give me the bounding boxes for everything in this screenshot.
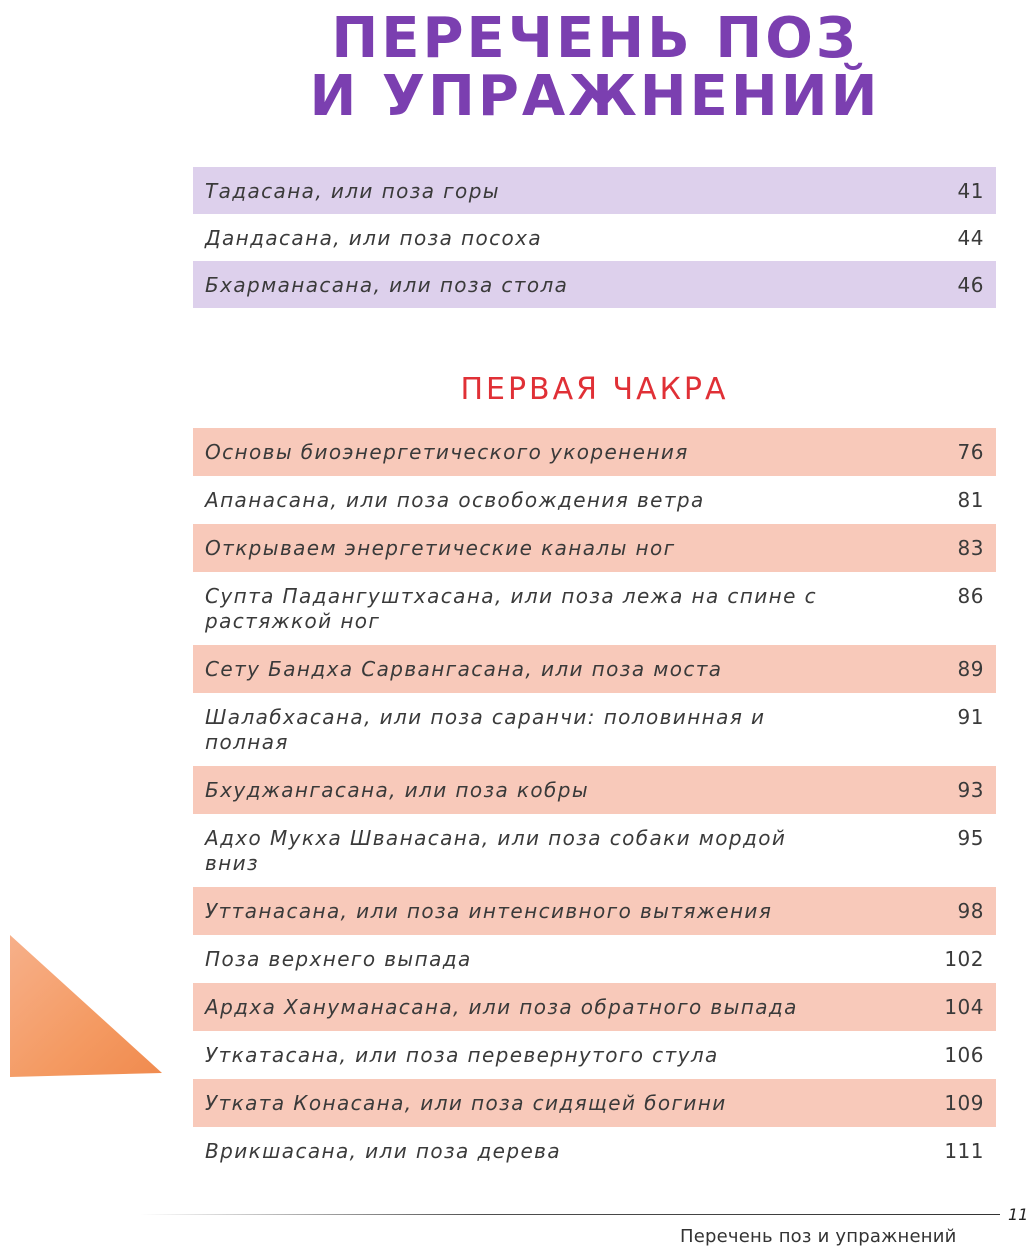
section-heading: ПЕРВАЯ ЧАКРА (460, 372, 729, 407)
page-number: 11 (1008, 1205, 1029, 1224)
toc-entry-page: 95 (957, 826, 984, 850)
toc-entry-page: 41 (957, 179, 984, 203)
toc-entry-page: 46 (957, 273, 984, 297)
toc-entry-title: Врикшасана, или поза дерева (205, 1139, 562, 1163)
toc-entry-title: Утката Конасана, или поза сидящей богини (205, 1091, 727, 1115)
toc-entry-title: Ардха Хануманасана, или поза обратного выпада (205, 995, 798, 1019)
toc-entry (193, 935, 996, 983)
toc-entry-title: Шалабхасана, или поза саранчи: половинная и полная (205, 705, 766, 754)
toc-entry-title: Поза верхнего выпада (205, 947, 472, 971)
toc-entry-page: 98 (957, 899, 984, 923)
toc-entry-title: Открываем энергетические каналы ног (205, 536, 676, 560)
toc-entry-page: 111 (944, 1139, 984, 1163)
section-toc (193, 428, 996, 1175)
decorative-triangle (10, 935, 162, 1077)
toc-entry-title: Супта Падангуштхасана, или поза лежа на спине с растяжкой ног (205, 584, 817, 633)
toc-entry (193, 261, 996, 308)
toc-entry-page: 89 (957, 657, 984, 681)
toc-entry-title: Уттанасана, или поза интенсивного вытяжения (205, 899, 773, 923)
toc-entry-page: 91 (957, 705, 984, 729)
toc-entry-title: Сету Бандха Сарвангасана, или поза моста (205, 657, 723, 681)
toc-entry-page: 104 (944, 995, 984, 1019)
toc-entry-page: 109 (944, 1091, 984, 1115)
toc-entry (193, 428, 996, 476)
toc-entry (193, 693, 996, 766)
toc-entry (193, 887, 996, 935)
toc-entry-title: Апанасана, или поза освобождения ветра (205, 488, 705, 512)
running-title: Перечень поз и упражнений (680, 1226, 957, 1247)
toc-entry (193, 214, 996, 261)
toc-entry (193, 572, 996, 645)
toc-entry-title: Бхарманасана, или поза стола (205, 273, 569, 297)
toc-entry (193, 1079, 996, 1127)
page-title (0, 6, 1036, 129)
toc-entry-page: 102 (944, 947, 984, 971)
toc-entry-page: 106 (944, 1043, 984, 1067)
toc-entry-page: 76 (957, 440, 984, 464)
toc-entry-page: 81 (957, 488, 984, 512)
toc-entry (193, 1031, 996, 1079)
toc-entry-title: Бхуджангасана, или поза кобры (205, 778, 590, 802)
toc-entry (193, 766, 996, 814)
intro-toc (193, 167, 996, 308)
toc-entry (193, 167, 996, 214)
toc-entry-title: Дандасана, или поза посоха (205, 226, 543, 250)
toc-entry (193, 814, 996, 887)
toc-entry (193, 1127, 996, 1175)
toc-entry-page: 86 (957, 584, 984, 608)
toc-entry (193, 476, 996, 524)
toc-entry-title: Адхо Мукха Шванасана, или поза собаки мордой вниз (205, 826, 787, 875)
toc-entry-page: 44 (957, 226, 984, 250)
toc-entry (193, 983, 996, 1031)
toc-entry-page: 83 (957, 536, 984, 560)
page-title-line2: И УПРАЖНЕНИЙ (309, 64, 881, 129)
footer-divider (140, 1214, 1000, 1215)
toc-entry-page: 93 (957, 778, 984, 802)
page-title-line1: ПЕРЕЧЕНЬ ПОЗ (331, 6, 859, 71)
toc-entry (193, 524, 996, 572)
toc-entry-title: Уткатасана, или поза перевернутого стула (205, 1043, 719, 1067)
toc-entry-title: Тадасана, или поза горы (205, 179, 500, 203)
toc-entry (193, 645, 996, 693)
toc-entry-title: Основы биоэнергетического укоренения (205, 440, 689, 464)
